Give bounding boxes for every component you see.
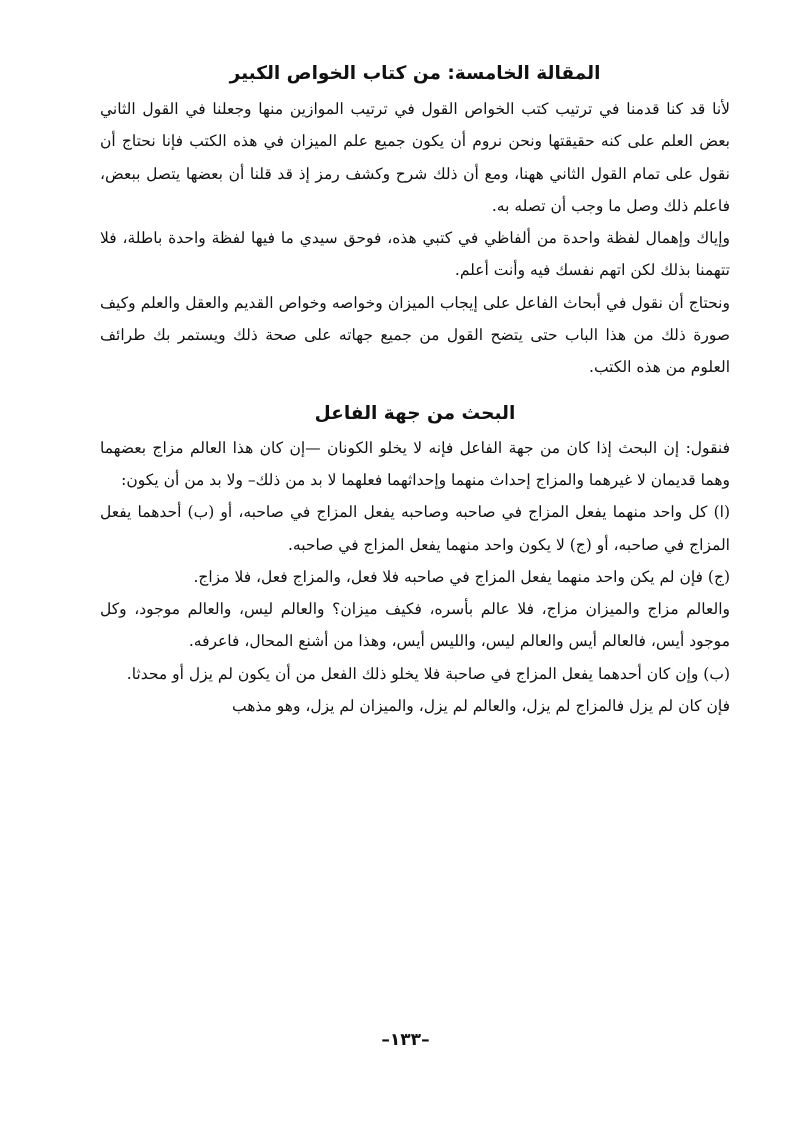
paragraph: والعالم مزاج والميزان مزاج، فلا عالم بأسره، فكيف ميزان؟ والعالم ليس، والعالم موجود، وكل موجود أيس، فالعالم أيس والعالم ليس، والليس أيس، وهذا من أشنع المحال، فاعرفه.: [100, 600, 730, 651]
paragraph: ونحتاج أن نقول في أبحاث الفاعل على إيجاب الميزان وخواصه وخواص القديم والعقل والعلم وكيف صورة ذلك من هذا الباب حتى يتضح القول من جميع جهاته على صحة ذلك ويستمر بك طرائف العلوم من هذه الكتب.: [100, 293, 730, 377]
paragraph: (ا) كل واحد منهما يفعل المزاج في صاحبه وصاحبه يفعل المزاج في صاحبه، أو (ب) أحدهما يفعل المزاج في صاحبه، أو (ج) لا يكون واحد منهما يفعل المزاج في صاحبه.: [100, 503, 730, 554]
paragraph: وإياك وإهمال لفظة واحدة من ألفاظي في كتبي هذه، فوحق سيدي ما فيها لفظة واحدة باطلة، فلا تتهمنا بذلك لكن اتهم نفسك فيه وأنت أعلم.: [100, 229, 730, 280]
paragraph: لأنا قد كنا قدمنا في ترتيب كتب الخواص القول في ترتيب الموازين منها وجعلنا في القول الثاني بعض العلم على كنه حقيقتها ونحن نروم أن يكون جميع علم الميزان في هذه الكتب فإنا نحتاج أن نقول على تمام القول الثاني ههنا، ومع أن ذلك شرح وكشف رمز إذ قد قلنا أن بعضها يتصل ببعض، فاعلم ذلك وصل ما وجب أن تصله به.: [100, 100, 730, 215]
chapter-heading: المقالة الخامسة: من كتاب الخواص الكبير: [229, 63, 601, 84]
page-number: –١٣٣–: [381, 1030, 430, 1050]
paragraph: فنقول: إن البحث إذا كان من جهة الفاعل فإنه لا يخلو الكونان —إن كان هذا العالم مزاج بعضهما وهما قديمان لا غيرهما والمزاج إحداث منهما وإحداثهما فعلهما لا بد من ذلك– ولا بد من أن يكون:: [100, 438, 730, 489]
section-heading: البحث من جهة الفاعل: [314, 402, 516, 424]
paragraph: فإن كان لم يزل فالمزاج لم يزل، والعالم لم يزل، والميزان لم يزل، وهو مذهب: [232, 697, 730, 716]
paragraph: (ب) وإن كان أحدهما يفعل المزاج في صاحبة فلا يخلو ذلك الفعل من أن يكون لم يزل أو محدثا.: [126, 664, 730, 683]
paragraph: (ج) فإن لم يكن واحد منهما يفعل المزاج في صاحبه فلا فعل، والمزاج فعل، فلا مزاج.: [193, 567, 730, 586]
document-page: [100, 58, 730, 722]
